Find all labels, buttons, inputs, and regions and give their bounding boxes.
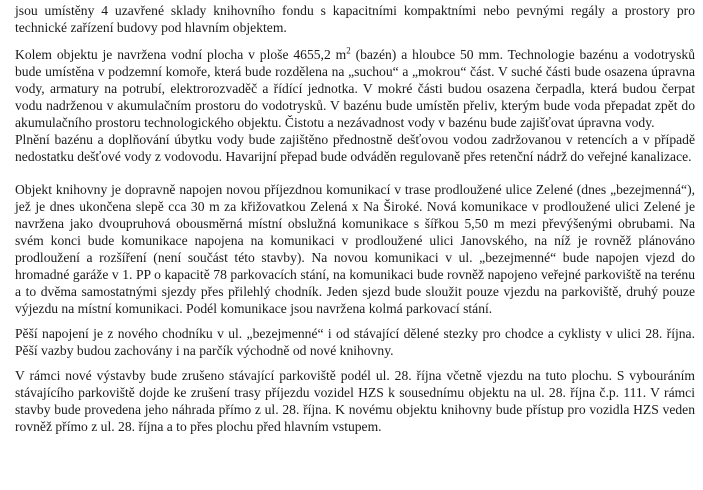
paragraph-water-surface-start: Kolem objektu je navržena vodní plocha v ploše 4655,2 m	[15, 47, 347, 62]
paragraph-water-surface	[15, 46, 695, 131]
area-unit-superscript: 2	[346, 45, 351, 56]
paragraph-pool-filling: Plnění bazénu a doplňování úbytku vody bude zajištěno přednostně dešťovou vodou zadržovanou v retencích a v případě nedostatku dešťové vody z vodovodu. Havarijní přepad bude odváděn regulovaně přes retenční nádrž do veřejné kanalizace.	[15, 132, 695, 164]
paragraph-traffic-access: Objekt knihovny je dopravně napojen novou příjezdnou komunikací v trase prodloužené ulice Zelené (dnes „bezejmenná“), jež je dnes ukončena slepě cca 30 m za křižovatkou Zelená x Na Široké. Nová komunikace v prodloužené ulici Zelené je navržena jako dvoupruhová obousměrná místní obslužná komunikace s šířkou 5,50 m mezi převýšenými obrubami. Na svém konci bude komunikace napojena na komunikaci v prodloužené ulici Janovského, na níž je rovněž plánováno prodloužení a rozšíření (není součást této stavby). Na novou komunikaci v ul. „bezejmenné“ bude napojen vjezd do hromadné garáže v 1. PP o kapacitě 78 parkovacích stání, na komunikaci bude rovněž napojeno veřejné parkoviště na terénu a to dvěma samostatnými sjezdy přes přilehlý chodník. Jeden sjezd bude sloužit pouze vjezdu na parkoviště, druhý pouze výjezdu na místní komunikaci. Podél komunikace jsou navržena kolmá parkovací stání.	[15, 182, 695, 316]
paragraph-storage: jsou umístěny 4 uzavřené sklady knihovního fondu s kapacitními kompaktními nebo pevnými regály a prostory pro technické zařízení budovy pod hlavním objektem.	[15, 3, 695, 35]
paragraph-pedestrian-access: Pěší napojení je z nového chodníku v ul. „bezejmenné“ i od stávající dělené stezky pro chodce a cyklisty v ulici 28. října. Pěší vazby budou zachovány i na parčík východně od nové knihovny.	[15, 326, 695, 358]
paragraph-water-surface-rest: (bazén) a hloubce 50 mm. Technologie bazénu a vodotrysků bude umístěna v podzemní komoře, která bude rozdělena na „suchou“ a „mokrou“ část. V suché části bude osazena úpravna vody, armatury na potrubí, elektrorozvaděč a řídící jednotka. V mokré části budou osazena čerpadla, která budou čerpat vodu nadrženou v akumulačním prostoru do vodotrysků. V bazénu bude umístěn přeliv, kterým bude voda přepadat zpět do akumulačního prostoru technologického objektu. Čistotu a nezávadnost vody v bazénu bude zajišťovat úpravna vody.	[15, 47, 695, 130]
document-page	[15, 2, 695, 435]
paragraph-parking-removal: V rámci nové výstavby bude zrušeno stávající parkoviště podél ul. 28. října včetně vjezdu na tuto plochu. S vybouráním stávajícího parkoviště dojde ke zrušení trasy příjezdu vozidel HZS k sousednímu objektu na ul. 28. října č.p. 111. V rámci stavby bude provedena jeho náhrada přímo z ul. 28. října. K novému objektu knihovny bude přístup pro vozidla HZS veden rovněž přímo z ul. 28. října a to přes plochu před hlavním vstupem.	[15, 368, 695, 434]
